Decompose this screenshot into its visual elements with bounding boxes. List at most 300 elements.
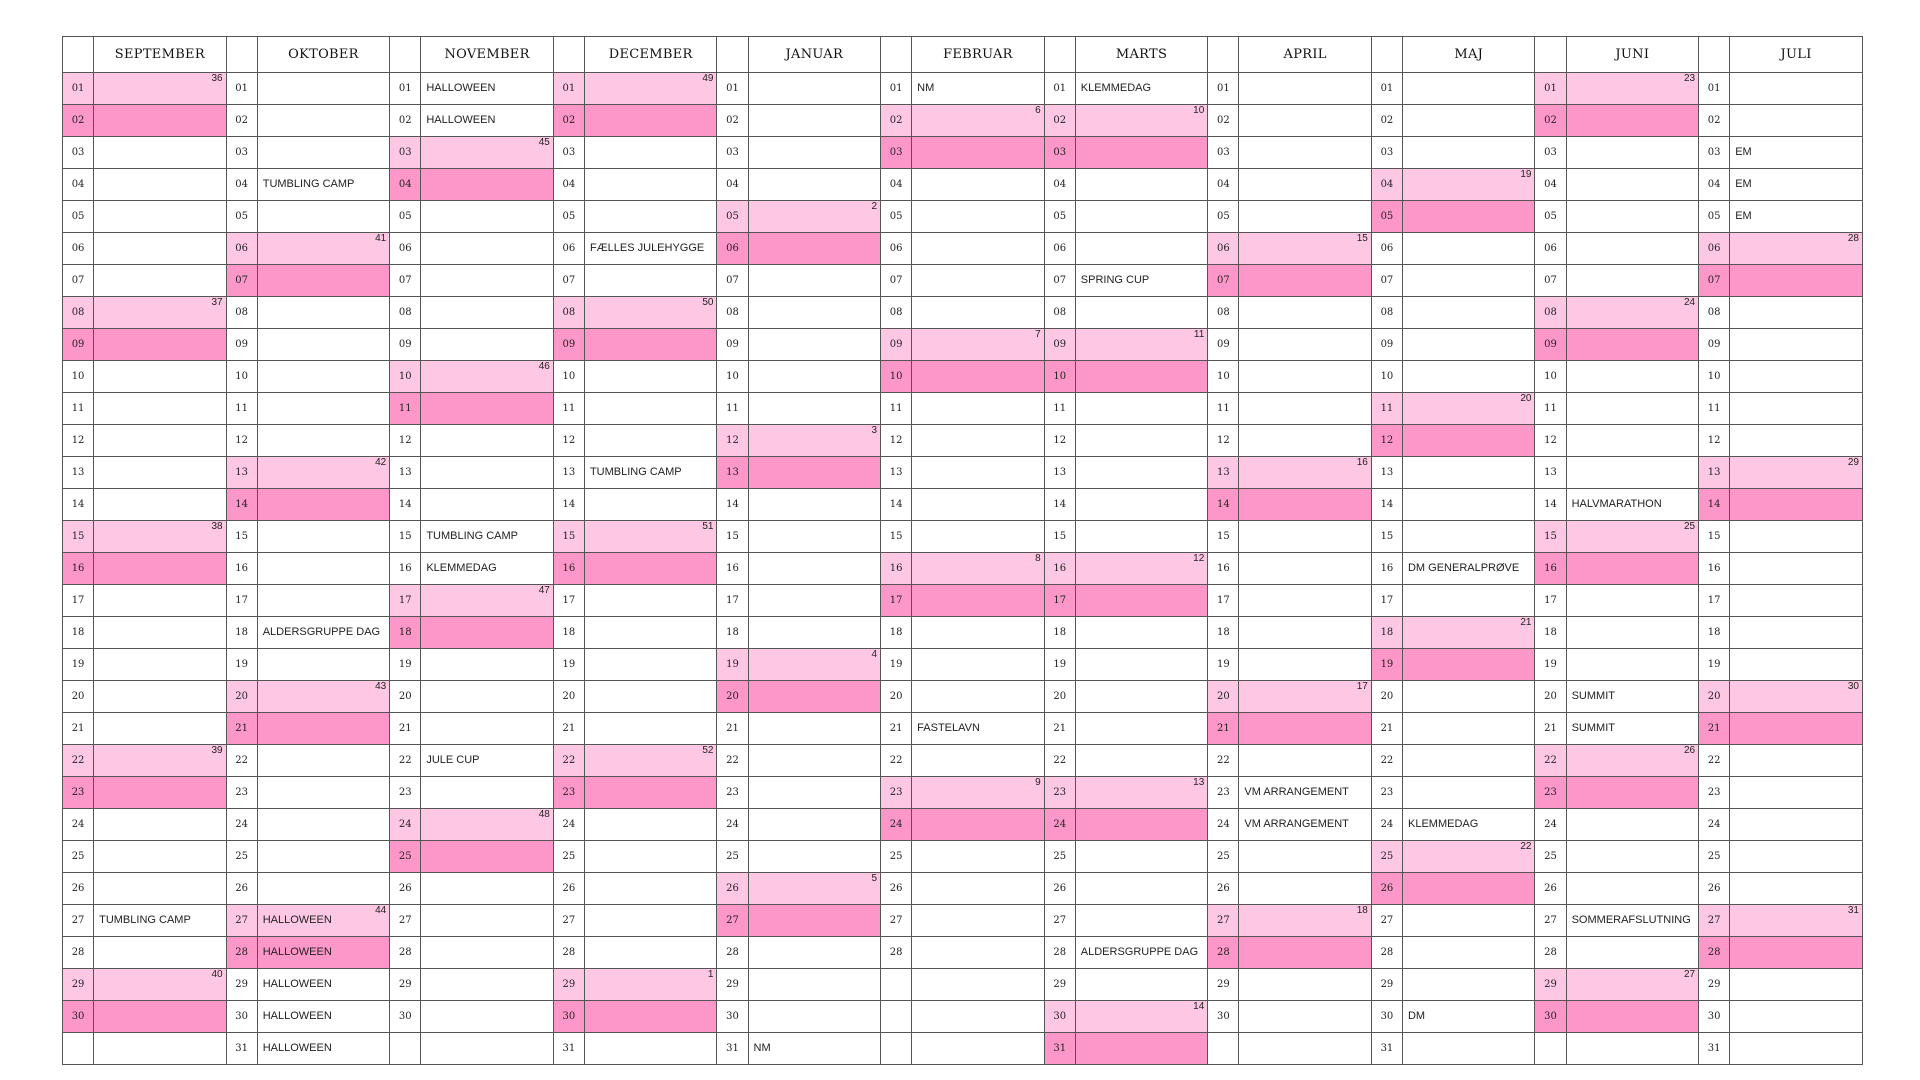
- day-event-cell[interactable]: [748, 809, 881, 841]
- day-event-cell[interactable]: [257, 713, 390, 745]
- day-event-cell[interactable]: [94, 329, 227, 361]
- day-event-cell[interactable]: [1566, 681, 1699, 713]
- day-event-cell[interactable]: [1730, 873, 1863, 905]
- day-event-cell[interactable]: [748, 201, 881, 233]
- day-event-cell[interactable]: [257, 169, 390, 201]
- day-event-cell[interactable]: [421, 393, 554, 425]
- day-event-cell[interactable]: [421, 553, 554, 585]
- day-event-cell[interactable]: [421, 169, 554, 201]
- day-event-cell[interactable]: [1402, 1001, 1535, 1033]
- day-event-cell[interactable]: [257, 937, 390, 969]
- day-event-cell[interactable]: [257, 873, 390, 905]
- day-event-cell[interactable]: [748, 169, 881, 201]
- day-event-cell[interactable]: [1402, 457, 1535, 489]
- day-event-cell[interactable]: [1566, 873, 1699, 905]
- day-event-cell[interactable]: [1566, 713, 1699, 745]
- day-event-cell[interactable]: [1566, 617, 1699, 649]
- day-event-cell[interactable]: [748, 713, 881, 745]
- day-event-cell[interactable]: [912, 105, 1045, 137]
- day-event-cell[interactable]: [912, 329, 1045, 361]
- day-event-cell[interactable]: [94, 873, 227, 905]
- day-event-cell[interactable]: [584, 713, 717, 745]
- day-event-cell[interactable]: [1730, 361, 1863, 393]
- day-event-cell[interactable]: [257, 329, 390, 361]
- day-event-cell[interactable]: [748, 489, 881, 521]
- day-event-cell[interactable]: [257, 777, 390, 809]
- day-event-cell[interactable]: [94, 809, 227, 841]
- day-event-cell[interactable]: [1402, 937, 1535, 969]
- day-event-cell[interactable]: [1730, 681, 1863, 713]
- day-event-cell[interactable]: [94, 553, 227, 585]
- day-event-cell[interactable]: [1239, 105, 1372, 137]
- day-event-cell[interactable]: [1075, 201, 1208, 233]
- day-event-cell[interactable]: [912, 489, 1045, 521]
- day-event-cell[interactable]: [584, 777, 717, 809]
- day-event-cell[interactable]: [1402, 553, 1535, 585]
- day-event-cell[interactable]: [584, 521, 717, 553]
- day-event-cell[interactable]: [1566, 201, 1699, 233]
- day-event-cell[interactable]: [1730, 489, 1863, 521]
- day-event-cell[interactable]: [584, 617, 717, 649]
- day-event-cell[interactable]: [257, 585, 390, 617]
- day-event-cell[interactable]: [1239, 905, 1372, 937]
- day-event-cell[interactable]: [912, 169, 1045, 201]
- day-event-cell[interactable]: [748, 937, 881, 969]
- day-event-cell[interactable]: [94, 393, 227, 425]
- day-event-cell[interactable]: [912, 393, 1045, 425]
- day-event-cell[interactable]: [1402, 873, 1535, 905]
- day-event-cell[interactable]: [1730, 937, 1863, 969]
- day-event-cell[interactable]: [1239, 489, 1372, 521]
- day-event-cell[interactable]: [1239, 1001, 1372, 1033]
- day-event-cell[interactable]: [584, 265, 717, 297]
- day-event-cell[interactable]: [584, 937, 717, 969]
- day-event-cell[interactable]: [421, 873, 554, 905]
- day-event-cell[interactable]: [1402, 137, 1535, 169]
- day-event-cell[interactable]: [1566, 649, 1699, 681]
- day-event-cell[interactable]: [1075, 873, 1208, 905]
- day-event-cell[interactable]: [421, 489, 554, 521]
- day-event-cell[interactable]: [748, 1001, 881, 1033]
- day-event-cell[interactable]: [748, 393, 881, 425]
- day-event-cell[interactable]: [748, 329, 881, 361]
- day-event-cell[interactable]: [1730, 713, 1863, 745]
- day-event-cell[interactable]: [912, 809, 1045, 841]
- day-event-cell[interactable]: [748, 553, 881, 585]
- day-event-cell[interactable]: [1075, 265, 1208, 297]
- day-event-cell[interactable]: [1075, 553, 1208, 585]
- day-event-cell[interactable]: [421, 969, 554, 1001]
- day-event-cell[interactable]: [94, 233, 227, 265]
- day-event-cell[interactable]: [1239, 137, 1372, 169]
- day-event-cell[interactable]: [1402, 233, 1535, 265]
- day-event-cell[interactable]: [584, 1001, 717, 1033]
- day-event-cell[interactable]: [1402, 1033, 1535, 1065]
- day-event-cell[interactable]: [94, 169, 227, 201]
- day-event-cell[interactable]: [421, 457, 554, 489]
- day-event-cell[interactable]: [1402, 809, 1535, 841]
- day-event-cell[interactable]: [748, 905, 881, 937]
- day-event-cell[interactable]: [1402, 297, 1535, 329]
- day-event-cell[interactable]: [1075, 745, 1208, 777]
- day-event-cell[interactable]: [584, 137, 717, 169]
- day-event-cell[interactable]: [1566, 809, 1699, 841]
- day-event-cell[interactable]: [1239, 713, 1372, 745]
- day-event-cell[interactable]: [94, 137, 227, 169]
- day-event-cell[interactable]: [1730, 105, 1863, 137]
- day-event-cell[interactable]: [912, 681, 1045, 713]
- day-event-cell[interactable]: [912, 265, 1045, 297]
- day-event-cell[interactable]: [584, 425, 717, 457]
- day-event-cell[interactable]: [1402, 105, 1535, 137]
- day-event-cell[interactable]: [1566, 905, 1699, 937]
- day-event-cell[interactable]: [1402, 393, 1535, 425]
- day-event-cell[interactable]: [1566, 969, 1699, 1001]
- day-event-cell[interactable]: [748, 681, 881, 713]
- day-event-cell[interactable]: [1239, 169, 1372, 201]
- day-event-cell[interactable]: [1075, 681, 1208, 713]
- day-event-cell[interactable]: [94, 105, 227, 137]
- day-event-cell[interactable]: [1730, 137, 1863, 169]
- day-event-cell[interactable]: [912, 841, 1045, 873]
- day-event-cell[interactable]: [1730, 553, 1863, 585]
- day-event-cell[interactable]: [1566, 297, 1699, 329]
- day-event-cell[interactable]: [1730, 1033, 1863, 1065]
- day-event-cell[interactable]: [1402, 969, 1535, 1001]
- day-event-cell[interactable]: [912, 585, 1045, 617]
- day-event-cell[interactable]: [1075, 905, 1208, 937]
- day-event-cell[interactable]: [1730, 1001, 1863, 1033]
- day-event-cell[interactable]: [1566, 361, 1699, 393]
- day-event-cell[interactable]: [1566, 233, 1699, 265]
- day-event-cell[interactable]: [1566, 553, 1699, 585]
- day-event-cell[interactable]: [1730, 265, 1863, 297]
- day-event-cell[interactable]: [1239, 425, 1372, 457]
- day-event-cell[interactable]: [257, 297, 390, 329]
- day-event-cell[interactable]: [94, 521, 227, 553]
- day-event-cell[interactable]: [584, 553, 717, 585]
- day-event-cell[interactable]: [584, 489, 717, 521]
- day-event-cell[interactable]: [94, 489, 227, 521]
- day-event-cell[interactable]: [257, 745, 390, 777]
- day-event-cell[interactable]: [1075, 649, 1208, 681]
- day-event-cell[interactable]: [584, 105, 717, 137]
- day-event-cell[interactable]: [1730, 617, 1863, 649]
- day-event-cell[interactable]: [1239, 457, 1372, 489]
- day-event-cell[interactable]: [748, 137, 881, 169]
- day-event-cell[interactable]: [1402, 425, 1535, 457]
- day-event-cell[interactable]: [421, 521, 554, 553]
- day-event-cell[interactable]: [1075, 969, 1208, 1001]
- day-event-cell[interactable]: [421, 233, 554, 265]
- day-event-cell[interactable]: [1402, 201, 1535, 233]
- day-event-cell[interactable]: [94, 585, 227, 617]
- day-event-cell[interactable]: [1239, 873, 1372, 905]
- day-event-cell[interactable]: [1239, 329, 1372, 361]
- day-event-cell[interactable]: [1566, 329, 1699, 361]
- day-event-cell[interactable]: [748, 457, 881, 489]
- day-event-cell[interactable]: [1075, 297, 1208, 329]
- day-event-cell[interactable]: [257, 73, 390, 105]
- day-event-cell[interactable]: [1239, 553, 1372, 585]
- day-event-cell[interactable]: [1566, 425, 1699, 457]
- day-event-cell[interactable]: [748, 969, 881, 1001]
- day-event-cell[interactable]: [1402, 73, 1535, 105]
- day-event-cell[interactable]: [1402, 649, 1535, 681]
- day-event-cell[interactable]: [1075, 489, 1208, 521]
- day-event-cell[interactable]: [94, 297, 227, 329]
- day-event-cell[interactable]: [584, 233, 717, 265]
- day-event-cell[interactable]: [748, 361, 881, 393]
- day-event-cell[interactable]: [748, 873, 881, 905]
- day-event-cell[interactable]: [912, 777, 1045, 809]
- day-event-cell[interactable]: [1239, 809, 1372, 841]
- day-event-cell[interactable]: [94, 73, 227, 105]
- day-event-cell[interactable]: [1730, 521, 1863, 553]
- day-event-cell[interactable]: [1730, 457, 1863, 489]
- day-event-cell[interactable]: [421, 777, 554, 809]
- day-event-cell[interactable]: [912, 521, 1045, 553]
- day-event-cell[interactable]: [257, 489, 390, 521]
- day-event-cell[interactable]: [1239, 73, 1372, 105]
- day-event-cell[interactable]: [748, 105, 881, 137]
- day-event-cell[interactable]: [912, 137, 1045, 169]
- day-event-cell[interactable]: [1402, 169, 1535, 201]
- day-event-cell[interactable]: [94, 905, 227, 937]
- day-event-cell[interactable]: [912, 425, 1045, 457]
- day-event-cell[interactable]: [421, 745, 554, 777]
- day-event-cell[interactable]: [1075, 841, 1208, 873]
- day-event-cell[interactable]: [912, 73, 1045, 105]
- day-event-cell[interactable]: [912, 873, 1045, 905]
- day-event-cell[interactable]: [94, 841, 227, 873]
- day-event-cell[interactable]: [584, 329, 717, 361]
- day-event-cell[interactable]: [584, 297, 717, 329]
- day-event-cell[interactable]: [1402, 905, 1535, 937]
- day-event-cell[interactable]: [257, 969, 390, 1001]
- day-event-cell[interactable]: [257, 233, 390, 265]
- day-event-cell[interactable]: [748, 1033, 881, 1065]
- day-event-cell[interactable]: [748, 649, 881, 681]
- day-event-cell[interactable]: [1566, 489, 1699, 521]
- day-event-cell[interactable]: [1075, 393, 1208, 425]
- day-event-cell[interactable]: [1566, 393, 1699, 425]
- day-event-cell[interactable]: [1730, 201, 1863, 233]
- day-event-cell[interactable]: [1239, 841, 1372, 873]
- day-event-cell[interactable]: [1730, 73, 1863, 105]
- day-event-cell[interactable]: [94, 425, 227, 457]
- day-event-cell[interactable]: [912, 361, 1045, 393]
- day-event-cell[interactable]: [912, 233, 1045, 265]
- day-event-cell[interactable]: [912, 713, 1045, 745]
- day-event-cell[interactable]: [1075, 617, 1208, 649]
- day-event-cell[interactable]: [1566, 521, 1699, 553]
- day-event-cell[interactable]: [1730, 905, 1863, 937]
- day-event-cell[interactable]: [584, 649, 717, 681]
- day-event-cell[interactable]: [1402, 745, 1535, 777]
- day-event-cell[interactable]: [584, 393, 717, 425]
- day-event-cell[interactable]: [584, 1033, 717, 1065]
- day-event-cell[interactable]: [1730, 297, 1863, 329]
- day-event-cell[interactable]: [1730, 233, 1863, 265]
- day-event-cell[interactable]: [1075, 585, 1208, 617]
- day-event-cell[interactable]: [1075, 169, 1208, 201]
- day-event-cell[interactable]: [1566, 105, 1699, 137]
- day-event-cell[interactable]: [421, 73, 554, 105]
- day-event-cell[interactable]: [1075, 457, 1208, 489]
- day-event-cell[interactable]: [1402, 681, 1535, 713]
- day-event-cell[interactable]: [421, 617, 554, 649]
- day-event-cell[interactable]: [1566, 169, 1699, 201]
- day-event-cell[interactable]: [912, 553, 1045, 585]
- day-event-cell[interactable]: [421, 201, 554, 233]
- day-event-cell[interactable]: [421, 713, 554, 745]
- day-event-cell[interactable]: [94, 777, 227, 809]
- day-event-cell[interactable]: [257, 681, 390, 713]
- day-event-cell[interactable]: [584, 585, 717, 617]
- day-event-cell[interactable]: [1075, 233, 1208, 265]
- day-event-cell[interactable]: [257, 617, 390, 649]
- day-event-cell[interactable]: [421, 585, 554, 617]
- day-event-cell[interactable]: [94, 1001, 227, 1033]
- day-event-cell[interactable]: [1239, 393, 1372, 425]
- day-event-cell[interactable]: [257, 361, 390, 393]
- day-event-cell[interactable]: [257, 201, 390, 233]
- day-event-cell[interactable]: [748, 233, 881, 265]
- day-event-cell[interactable]: [748, 73, 881, 105]
- day-event-cell[interactable]: [1730, 777, 1863, 809]
- day-event-cell[interactable]: [257, 393, 390, 425]
- day-event-cell[interactable]: [1239, 745, 1372, 777]
- day-event-cell[interactable]: [584, 745, 717, 777]
- day-event-cell[interactable]: [1730, 745, 1863, 777]
- day-event-cell[interactable]: [257, 137, 390, 169]
- day-event-cell[interactable]: [1566, 841, 1699, 873]
- day-event-cell[interactable]: [1239, 521, 1372, 553]
- day-event-cell[interactable]: [421, 937, 554, 969]
- day-event-cell[interactable]: [1566, 585, 1699, 617]
- day-event-cell[interactable]: [94, 649, 227, 681]
- day-event-cell[interactable]: [1566, 745, 1699, 777]
- day-event-cell[interactable]: [421, 297, 554, 329]
- day-event-cell[interactable]: [584, 73, 717, 105]
- day-event-cell[interactable]: [1075, 361, 1208, 393]
- day-event-cell[interactable]: [584, 457, 717, 489]
- day-event-cell[interactable]: [912, 297, 1045, 329]
- day-event-cell[interactable]: [421, 265, 554, 297]
- day-event-cell[interactable]: [1730, 809, 1863, 841]
- day-event-cell[interactable]: [1239, 681, 1372, 713]
- day-event-cell[interactable]: [1730, 169, 1863, 201]
- day-event-cell[interactable]: [1075, 713, 1208, 745]
- day-event-cell[interactable]: [421, 137, 554, 169]
- day-event-cell[interactable]: [1075, 105, 1208, 137]
- day-event-cell[interactable]: [584, 681, 717, 713]
- day-event-cell[interactable]: [1566, 457, 1699, 489]
- day-event-cell[interactable]: [1239, 777, 1372, 809]
- day-event-cell[interactable]: [912, 457, 1045, 489]
- day-event-cell[interactable]: [1239, 617, 1372, 649]
- day-event-cell[interactable]: [1730, 393, 1863, 425]
- day-event-cell[interactable]: [1075, 777, 1208, 809]
- day-event-cell[interactable]: [1239, 649, 1372, 681]
- day-event-cell[interactable]: [421, 649, 554, 681]
- day-event-cell[interactable]: [421, 329, 554, 361]
- day-event-cell[interactable]: [912, 745, 1045, 777]
- day-event-cell[interactable]: [748, 265, 881, 297]
- day-event-cell[interactable]: [257, 1001, 390, 1033]
- day-event-cell[interactable]: [94, 969, 227, 1001]
- day-event-cell[interactable]: [584, 201, 717, 233]
- day-event-cell[interactable]: [584, 905, 717, 937]
- day-event-cell[interactable]: [257, 457, 390, 489]
- day-event-cell[interactable]: [1075, 1033, 1208, 1065]
- day-event-cell[interactable]: [1402, 521, 1535, 553]
- day-event-cell[interactable]: [1239, 265, 1372, 297]
- day-event-cell[interactable]: [1239, 201, 1372, 233]
- day-event-cell[interactable]: [257, 809, 390, 841]
- day-event-cell[interactable]: [1402, 489, 1535, 521]
- day-event-cell[interactable]: [257, 553, 390, 585]
- day-event-cell[interactable]: [1402, 713, 1535, 745]
- day-event-cell[interactable]: [421, 905, 554, 937]
- day-event-cell[interactable]: [257, 521, 390, 553]
- day-event-cell[interactable]: [1075, 521, 1208, 553]
- day-event-cell[interactable]: [421, 841, 554, 873]
- day-event-cell[interactable]: [1075, 73, 1208, 105]
- day-event-cell[interactable]: [1075, 329, 1208, 361]
- day-event-cell[interactable]: [748, 777, 881, 809]
- day-event-cell[interactable]: [748, 617, 881, 649]
- day-event-cell[interactable]: [912, 937, 1045, 969]
- day-event-cell[interactable]: [1730, 585, 1863, 617]
- day-event-cell[interactable]: [1075, 809, 1208, 841]
- day-event-cell[interactable]: [1566, 1001, 1699, 1033]
- day-event-cell[interactable]: [1566, 937, 1699, 969]
- day-event-cell[interactable]: [94, 745, 227, 777]
- day-event-cell[interactable]: [421, 425, 554, 457]
- day-event-cell[interactable]: [1730, 425, 1863, 457]
- day-event-cell[interactable]: [94, 617, 227, 649]
- day-event-cell[interactable]: [748, 745, 881, 777]
- day-event-cell[interactable]: [257, 649, 390, 681]
- day-event-cell[interactable]: [1239, 233, 1372, 265]
- day-event-cell[interactable]: [421, 1001, 554, 1033]
- day-event-cell[interactable]: [257, 841, 390, 873]
- day-event-cell[interactable]: [1730, 969, 1863, 1001]
- day-event-cell[interactable]: [1075, 937, 1208, 969]
- day-event-cell[interactable]: [1566, 137, 1699, 169]
- day-event-cell[interactable]: [748, 841, 881, 873]
- day-event-cell[interactable]: [1730, 649, 1863, 681]
- day-event-cell[interactable]: [257, 905, 390, 937]
- day-event-cell[interactable]: [584, 841, 717, 873]
- day-event-cell[interactable]: [584, 361, 717, 393]
- day-event-cell[interactable]: [1402, 777, 1535, 809]
- day-event-cell[interactable]: [1402, 585, 1535, 617]
- day-event-cell[interactable]: [421, 105, 554, 137]
- day-event-cell[interactable]: [257, 1033, 390, 1065]
- day-event-cell[interactable]: [421, 361, 554, 393]
- day-event-cell[interactable]: [1239, 969, 1372, 1001]
- day-event-cell[interactable]: [912, 905, 1045, 937]
- day-event-cell[interactable]: [94, 713, 227, 745]
- day-event-cell[interactable]: [912, 201, 1045, 233]
- day-event-cell[interactable]: [94, 937, 227, 969]
- day-event-cell[interactable]: [1075, 1001, 1208, 1033]
- day-event-cell[interactable]: [421, 809, 554, 841]
- day-event-cell[interactable]: [1730, 329, 1863, 361]
